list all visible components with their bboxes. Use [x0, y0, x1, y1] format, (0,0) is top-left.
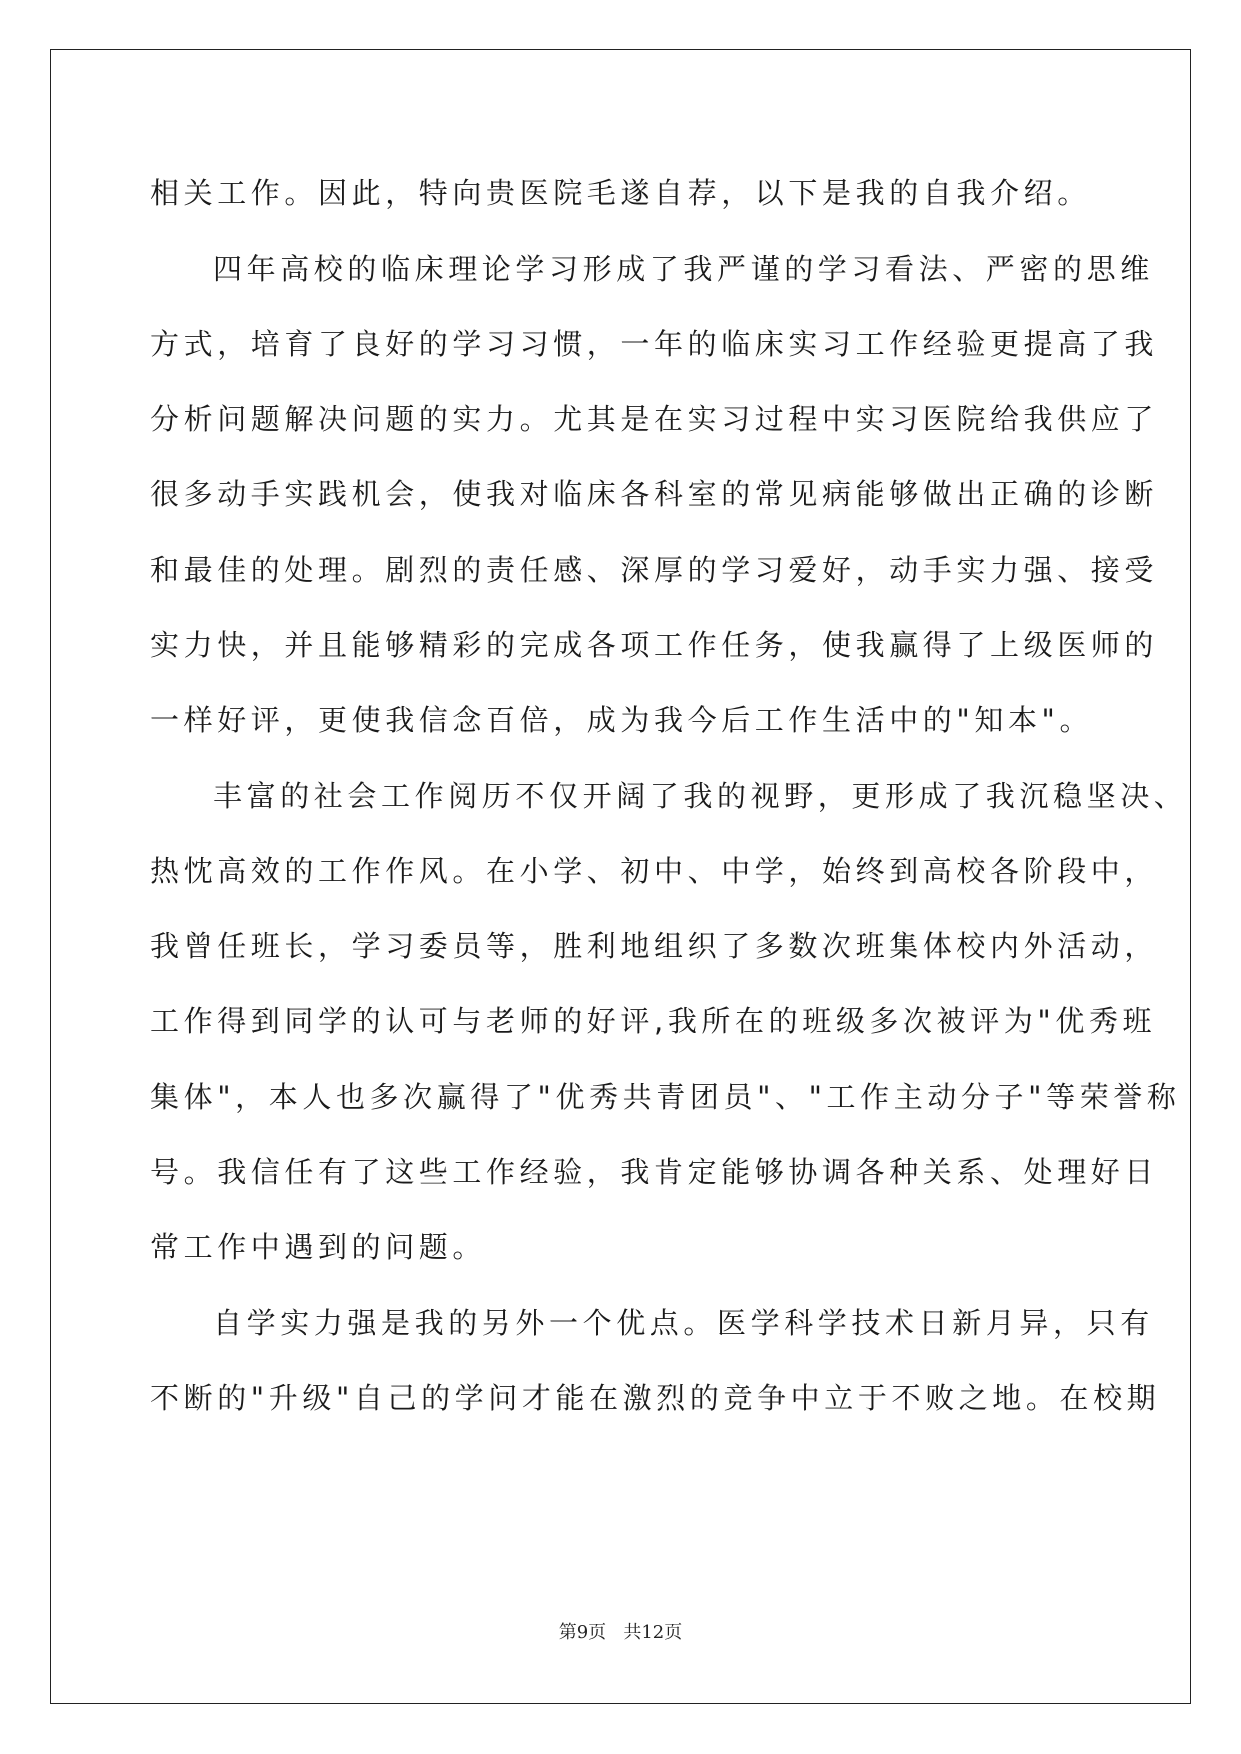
text-line: 相关工作。因此，特向贵医院毛遂自荐，以下是我的自我介绍。: [150, 176, 1091, 210]
page-number: 第9页: [558, 1622, 607, 1643]
paragraph-first-line: 自学实力强是我的另外一个优点。医学科学技术日新月异，只有: [213, 1306, 1154, 1340]
text-line: 分析问题解决问题的实力。尤其是在实习过程中实习医院给我供应了: [150, 402, 1159, 436]
text-line: 不断的"升级"自己的学问才能在激烈的竞争中立于不败之地。在校期: [150, 1381, 1161, 1415]
text-line: 一样好评，更使我信念百倍，成为我今后工作生活中的"知本"。: [150, 703, 1094, 737]
text-line: 工作得到同学的认可与老师的好评,我所在的班级多次被评为"优秀班: [150, 1004, 1157, 1038]
text-line: 实力快，并且能够精彩的完成各项工作任务，使我赢得了上级医师的: [150, 628, 1159, 662]
text-line: 方式，培育了良好的学习习惯，一年的临床实习工作经验更提高了我: [150, 327, 1159, 361]
text-line: 我曾任班长，学习委员等，胜利地组织了多数次班集体校内外活动，: [150, 929, 1159, 963]
text-line: 号。我信任有了这些工作经验，我肯定能够协调各种关系、处理好日: [150, 1155, 1159, 1189]
paragraph-first-line: 四年高校的临床理论学习形成了我严谨的学习看法、严密的思维: [213, 252, 1154, 286]
text-line: 集体"，本人也多次赢得了"优秀共青团员"、"工作主动分子"等荣誉称: [150, 1080, 1181, 1114]
text-line: 和最佳的处理。剧烈的责任感、深厚的学习爱好，动手实力强、接受: [150, 553, 1159, 587]
page-footer: [0, 1618, 1241, 1644]
text-line: 热忱高效的工作作风。在小学、初中、中学，始终到高校各阶段中，: [150, 854, 1159, 888]
text-line: 常工作中遇到的问题。: [150, 1230, 487, 1264]
page-total: 共12页: [623, 1622, 683, 1643]
text-line: 很多动手实践机会，使我对临床各科室的常见病能够做出正确的诊断: [150, 477, 1159, 511]
paragraph-first-line: 丰富的社会工作阅历不仅开阔了我的视野，更形成了我沉稳坚决、: [213, 779, 1188, 813]
